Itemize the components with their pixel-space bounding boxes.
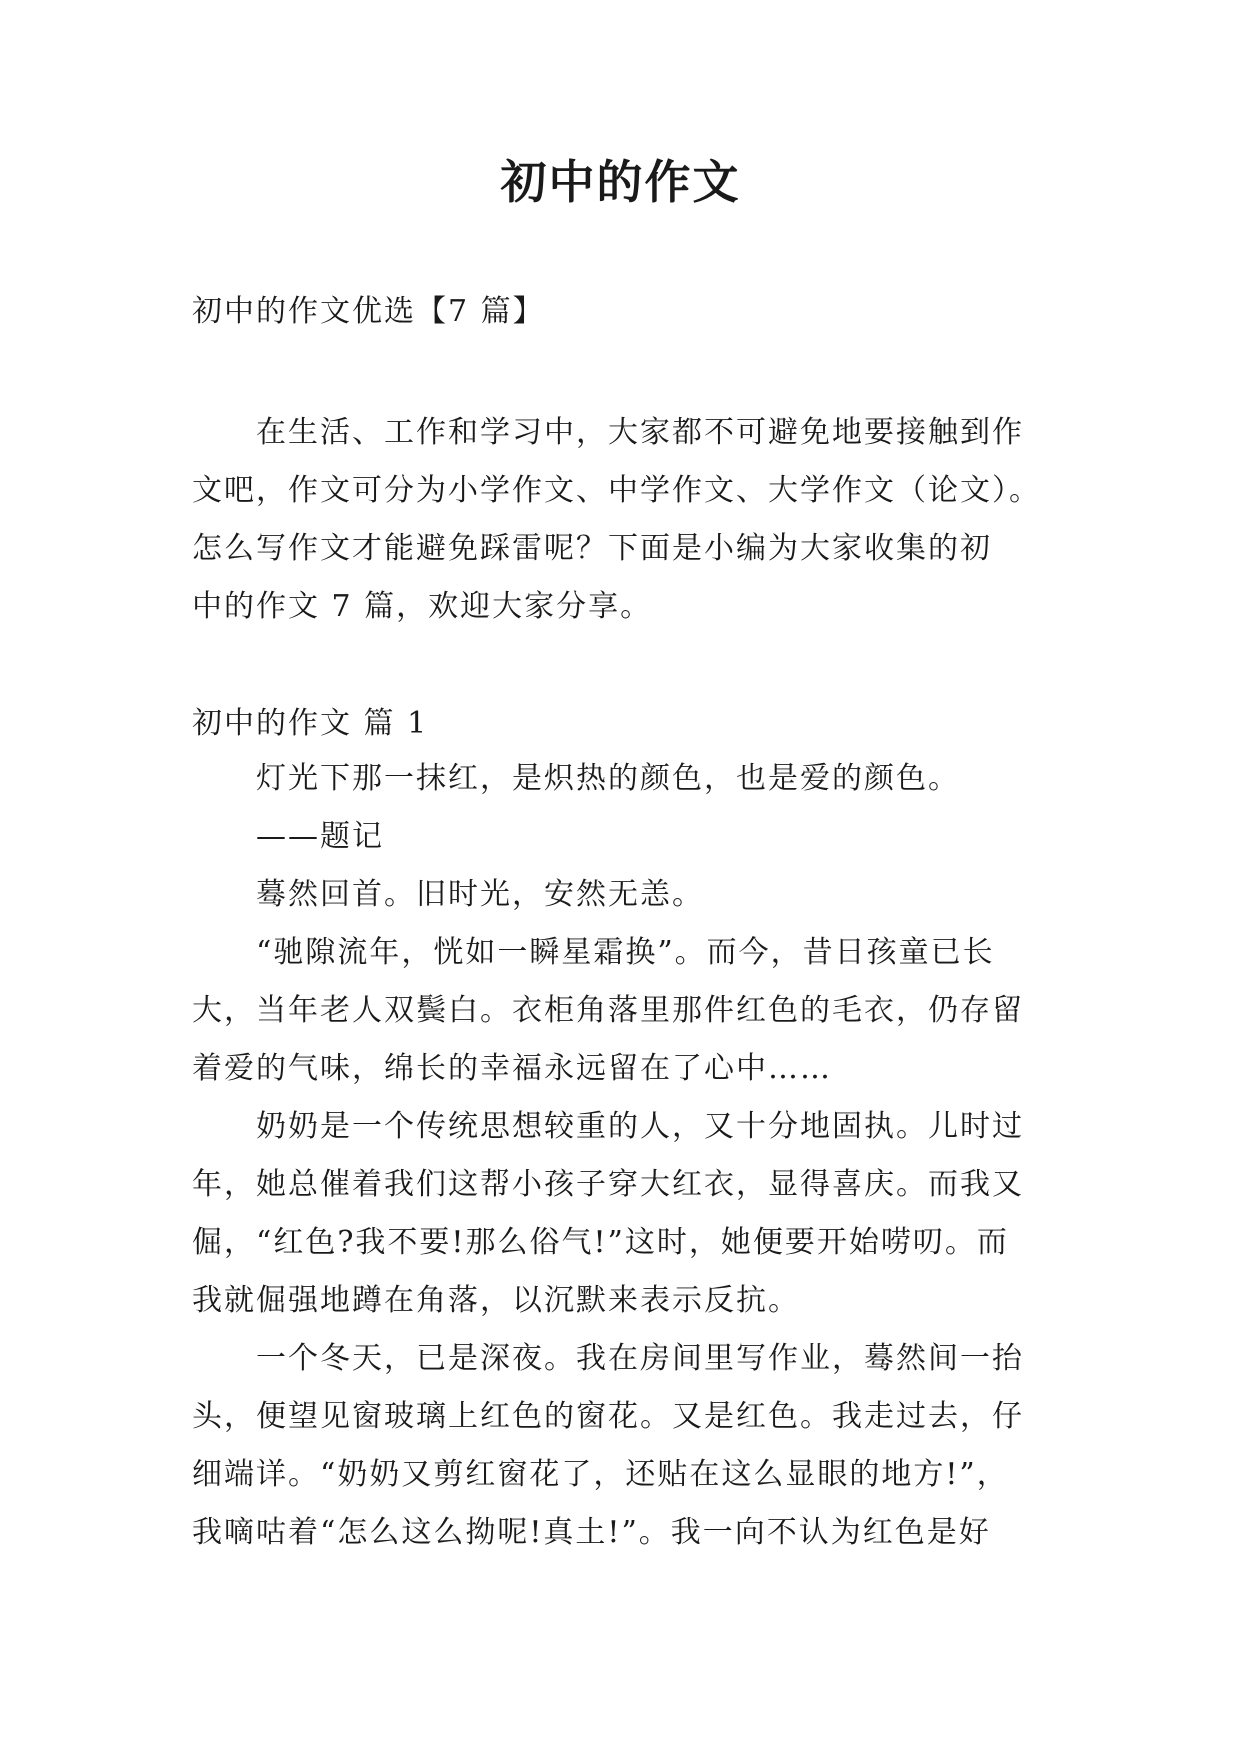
essay-line: 蓦然回首。旧时光，安然无恙。 xyxy=(256,877,704,912)
document-title: 初中的作文 xyxy=(500,155,741,209)
essay-line: 大，当年老人双鬓白。衣柜角落里那件红色的毛衣，仍存留 xyxy=(192,993,1024,1028)
essay-line: 年，她总催着我们这帮小孩子穿大红衣，显得喜庆。而我又 xyxy=(192,1167,1024,1202)
intro-line: 中的作文 7 篇，欢迎大家分享。 xyxy=(192,589,653,624)
essay-line: “驰隙流年，恍如一瞬星霜换”。而今，昔日孩童已长 xyxy=(256,935,995,970)
intro-line: 文吧，作文可分为小学作文、中学作文、大学作文（论文）。 xyxy=(192,473,1041,508)
essay-line: 着爱的气味，绵长的幸福永远留在了心中…… xyxy=(192,1051,832,1086)
essay-line: 灯光下那一抹红，是炽热的颜色，也是爱的颜色。 xyxy=(256,761,960,796)
essay-line: 奶奶是一个传统思想较重的人，又十分地固执。儿时过 xyxy=(256,1109,1024,1144)
intro-line: 怎么写作文才能避免踩雷呢？下面是小编为大家收集的初 xyxy=(192,531,992,566)
essay-line: 我就倔强地蹲在角落，以沉默来表示反抗。 xyxy=(192,1283,800,1318)
essay-line: 我嘀咕着“怎么这么拗呢!真土!”。我一向不认为红色是好 xyxy=(192,1515,991,1550)
essay-line: 头，便望见窗玻璃上红色的窗花。又是红色。我走过去，仔 xyxy=(192,1399,1024,1434)
essay-body xyxy=(192,750,1072,1562)
intro-line: 在生活、工作和学习中，大家都不可避免地要接触到作 xyxy=(256,415,1024,450)
essay-line: 一个冬天，已是深夜。我在房间里写作业，蓦然间一抬 xyxy=(256,1341,1024,1376)
essay-heading: 初中的作文 篇 1 xyxy=(192,706,429,741)
document-subtitle: 初中的作文优选【7 篇】 xyxy=(192,294,545,329)
essay-line: ——题记 xyxy=(256,819,384,854)
essay-line: 细端详。“奶奶又剪红窗花了，还贴在这么显眼的地方!”， xyxy=(192,1457,1009,1492)
intro-paragraph xyxy=(192,404,1072,636)
essay-line: 倔，“红色?我不要!那么俗气!”这时，她便要开始唠叨。而 xyxy=(192,1225,1009,1260)
